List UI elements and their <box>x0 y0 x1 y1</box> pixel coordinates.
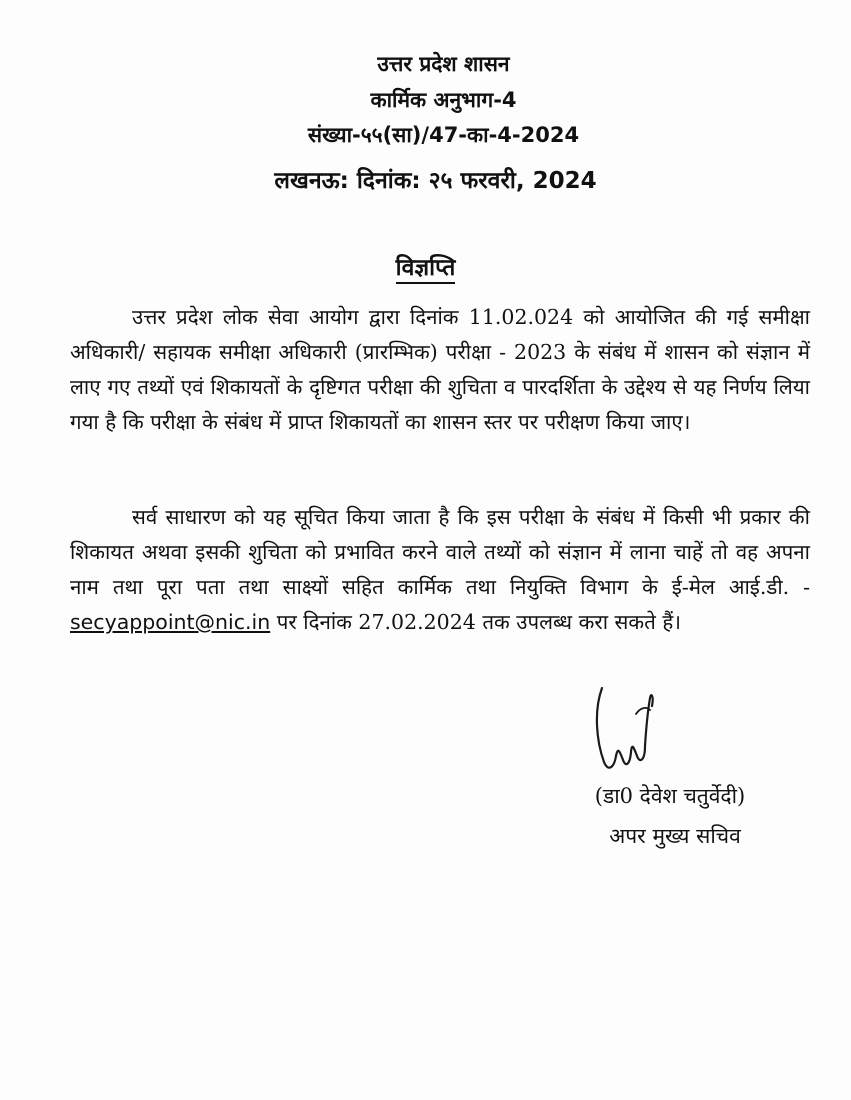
section-heading: कार्मिक अनुभाग-4 <box>370 88 517 112</box>
signatory-name: (डा0 देवेश चतुर्वेदी) <box>594 784 746 808</box>
notice-paragraph-2 <box>70 500 810 640</box>
reference-number: संख्या-५५(सा)/47-का-4-2024 <box>307 123 580 147</box>
paragraph-2-text: सर्व साधारण को यह सूचित किया जाता है कि इस परीक्षा के संबंध में किसी भी प्रकार की शिकायत अथवा इसकी शुचिता को प्रभावित करने वाले तथ्यों को संज्ञान में लाना चाहें तो वह अपना नाम तथा पूरा पता तथा साक्ष्यों सहित कार्मिक तथा नियुक्ति विभाग के ई-मेल आई.डी. - <box>70 505 810 599</box>
signatory-designation: अपर मुख्य सचिव <box>609 824 741 848</box>
handwritten-signature <box>590 680 660 780</box>
email-address: secyappoint@nic.in <box>70 610 271 634</box>
notice-paragraph-1: उत्तर प्रदेश लोक सेवा आयोग द्वारा दिनांक 11.02.024 को आयोजित की गई समीक्षा अधिकारी/ सहायक समीक्षा अधिकारी (प्रारम्भिक) परीक्षा - 2023 के संबंध में शासन को संज्ञान में लाए गए तथ्यों एवं शिकायतों के दृष्टिगत परीक्षा की शुचिता व पारदर्शिता के उद्देश्य से यह निर्णय लिया गया है कि परीक्षा के संबंध में प्राप्त शिकायतों का शासन स्तर पर परीक्षण किया जाए। <box>70 305 810 434</box>
government-heading: उत्तर प्रदेश शासन <box>377 52 510 76</box>
paragraph-2-closing: पर दिनांक 27.02.2024 तक उपलब्ध करा सकते हैं। <box>270 610 682 634</box>
notice-title-wrapper <box>0 250 851 282</box>
place-date: लखनऊ: दिनांक: २५ फरवरी, 2024 <box>274 168 597 194</box>
notice-title: विज्ञप्ति <box>396 255 456 284</box>
